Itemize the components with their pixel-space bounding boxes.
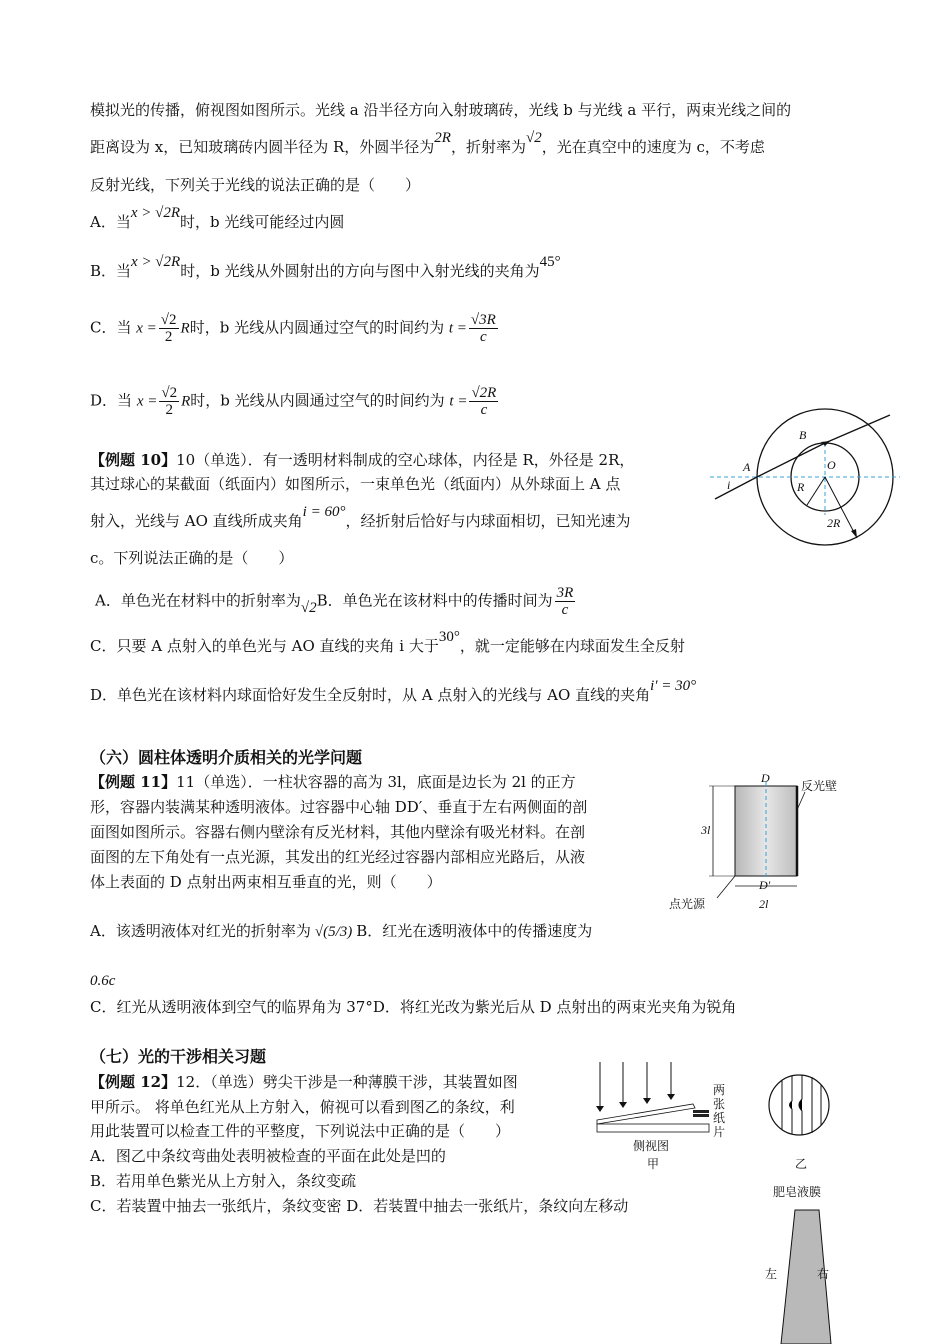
math-2R: 2R — [434, 130, 451, 146]
math-condition: x > √2R — [130, 205, 181, 221]
ex11-line2: 形，容器内装满某种透明液体。过容器中心轴 DD′、垂直于左右两侧面的剖 — [90, 798, 588, 816]
label-o: O — [827, 458, 836, 472]
ex12-option-a: A．图乙中条纹弯曲处表明被检查的平面在此处是凹的 — [90, 1147, 446, 1165]
ex12-option-cd: C．若装置中抽去一张纸片，条纹变密 D．若装置中抽去一张纸片，条纹向左移动 — [90, 1197, 629, 1215]
p1-line2: 距离设为 x，已知玻璃砖内圆半径为 R，外圆半径为2R，折射率为√2，光在真空中的速度为 c，不考虑 — [90, 130, 765, 156]
container-figure — [665, 768, 850, 918]
math-fraction: $\frac{3R}{c}$ — [556, 585, 574, 618]
label-yi: 乙 — [795, 1157, 808, 1171]
math-angle: i′ = 30° — [650, 678, 697, 694]
option-d: D．当 x = $\frac{√2}{2}$ R时，b 光线从内圆通过空气的时间约为 t = $\frac{√2R}{c}$ — [90, 385, 497, 418]
ex12-line1: 【例题 12】12．（单选）劈尖干涉是一种薄膜干涉，其装置如图 — [90, 1073, 518, 1091]
math-sqrt: √(5/3) — [314, 924, 353, 940]
ex10-option-c: C．只要 A 点射入的单色光与 AO 直线的夹角 i 大于30°，就一定能够在内球面发生全反射 — [90, 629, 685, 655]
label-left: 左 — [765, 1267, 778, 1281]
ex10-line3: 射入，光线与 AO 直线所成夹角i = 60°，经折射后恰好与内球面相切，已知光速为 — [90, 504, 631, 530]
soap-film-figure — [755, 1180, 855, 1344]
label-a: A — [743, 460, 751, 474]
math-angle: 30° — [438, 629, 460, 645]
label-r: R — [797, 480, 805, 494]
math-angle: 45° — [539, 254, 561, 270]
ex10-line1: 【例题 10】10（单选）．有一透明材料制成的空心球体，内径是 R，外径是 2R， — [90, 451, 635, 469]
section-7-title: （七）光的干涉相关习题 — [90, 1047, 267, 1066]
math-sqrt2: √2 — [300, 599, 317, 616]
math-sqrt2: √2 — [525, 130, 542, 146]
p1-line3: 反射光线，下列关于光线的说法正确的是（ ） — [90, 176, 421, 194]
label-height: 3l — [701, 823, 711, 837]
svg-text:片: 片 — [713, 1125, 726, 1139]
svg-text:纸: 纸 — [713, 1111, 726, 1125]
ex10-option-d: D．单色光在该材料内球面恰好发生全反射时，从 A 点射入的光线与 AO 直线的夹角i′ = 30° — [90, 678, 697, 704]
label-soap-film: 肥皂液膜 — [773, 1185, 822, 1199]
label-wall: 反光壁 — [801, 779, 838, 793]
math-fraction: $\frac{√3R}{c}$ — [470, 312, 496, 345]
label-paper: 两 — [713, 1083, 726, 1097]
hollow-sphere-figure — [705, 405, 905, 555]
ex10-option-ab: A．单色光在材料中的折射率为√2B．单色光在该材料中的传播时间为 $\frac{3R}{c}$ — [95, 585, 574, 618]
label-2r: 2R — [827, 516, 841, 530]
ex12-line3: 用此装置可以检查工件的平整度，下列说法中正确的是（ ） — [90, 1122, 511, 1140]
wedge-figure — [585, 1058, 735, 1173]
fringe-figure — [762, 1065, 837, 1175]
option-a: A．当x > √2R时，b 光线可能经过内圆 — [90, 205, 345, 231]
ex11-line5: 体上表面的 D 点射出两束相互垂直的光，则（ ） — [90, 873, 442, 891]
ex11-line1: 【例题 11】11（单选）．一柱状容器的高为 3l，底面是边长为 2l 的正方 — [90, 773, 576, 791]
option-b: B．当x > √2R时，b 光线从外圆射出的方向与图中入射光线的夹角为45° — [90, 254, 561, 280]
ex11-line4: 面图的左下角处有一点光源，其发出的红光经过容器内部相应光路后，从液 — [90, 848, 586, 866]
section-6-title: （六）圆柱体透明介质相关的光学问题 — [90, 748, 363, 767]
label-d-prime: D′ — [759, 878, 771, 892]
math-fraction: $\frac{√2}{2}$ — [160, 312, 177, 345]
math-condition: x > √2R — [131, 254, 181, 270]
svg-text:张: 张 — [713, 1097, 726, 1111]
label-d: D — [761, 771, 770, 785]
ex10-line2: 其过球心的某截面（纸面内）如图所示，一束单色光（纸面内）从外球面上 A 点 — [90, 475, 621, 493]
label-right: 右 — [817, 1267, 830, 1281]
option-c: C．当 x = $\frac{√2}{2}$ R时，b 光线从内圆通过空气的时间约为 t = $\frac{√3R}{c}$ — [90, 312, 496, 345]
math-fraction: $\frac{√2}{2}$ — [161, 385, 178, 418]
math-fraction: $\frac{√2R}{c}$ — [471, 385, 497, 418]
ex11-line3: 面图如图所示。容器右侧内壁涂有反光材料，其他内壁涂有吸光材料。在剖 — [90, 823, 586, 841]
ex10-line4: c。下列说法正确的是（ ） — [90, 549, 294, 567]
label-i: i — [727, 478, 731, 492]
math-angle: i = 60° — [302, 504, 346, 520]
ex11-option-cd: C．红光从透明液体到空气的临界角为 37°D．将红光改为紫光后从 D 点射出的两束光夹角为锐角 — [90, 998, 737, 1016]
ex12-option-b: B．若用单色紫光从上方射入，条纹变疏 — [90, 1172, 357, 1190]
label-side-view: 侧视图 — [633, 1139, 670, 1153]
ex12-line2: 甲所示。 将单色红光从上方射入，俯视可以看到图乙的条纹，利 — [90, 1098, 515, 1116]
label-width: 2l — [759, 897, 769, 911]
ex11-option-b-cont: 0.6c — [90, 973, 116, 989]
ex11-option-ab: A．该透明液体对红光的折射率为 √(5/3) B．红光在透明液体中的传播速度为 — [90, 922, 593, 940]
label-jia: 甲 — [647, 1157, 660, 1171]
label-source: 点光源 — [669, 897, 706, 911]
label-b: B — [799, 428, 807, 442]
p1-line1: 模拟光的传播，俯视图如图所示。光线 a 沿半径方向入射玻璃砖，光线 b 与光线 a 平行，两束光线之间的 — [90, 101, 792, 119]
